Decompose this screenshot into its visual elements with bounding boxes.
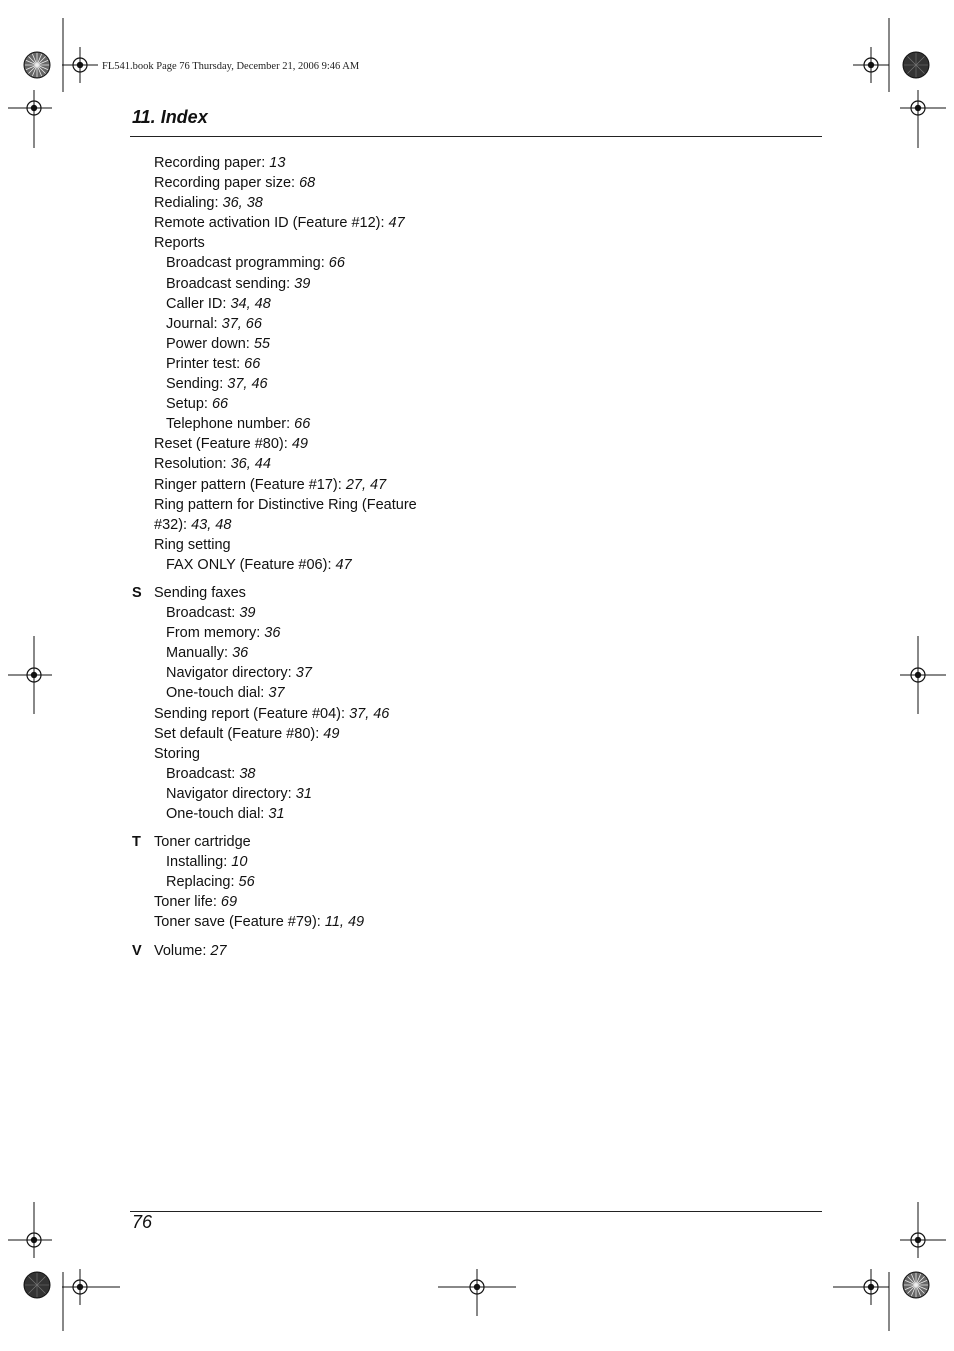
- index-subentry: [166, 374, 452, 394]
- index-subentry: [166, 334, 452, 354]
- index-page-refs: 66: [294, 416, 311, 433]
- index-page-refs: 66: [328, 255, 345, 272]
- index-entry: [154, 475, 452, 495]
- index-letter-group: [132, 941, 452, 961]
- index-term: Replacing:: [166, 874, 239, 891]
- index-list: [132, 153, 452, 969]
- index-page-refs: 43, 48: [191, 516, 232, 533]
- index-term: Sending report (Feature #04):: [154, 705, 350, 722]
- index-entry: [154, 213, 452, 233]
- index-subentry: [166, 603, 452, 623]
- index-letter-heading: S: [132, 584, 142, 601]
- index-term: Caller ID:: [166, 295, 231, 312]
- index-page-refs: 37: [268, 685, 285, 702]
- index-entry: [154, 495, 452, 535]
- index-term: Installing:: [166, 854, 232, 871]
- index-page-refs: 36, 44: [230, 456, 271, 473]
- index-term: Navigator directory:: [166, 665, 296, 682]
- index-entry: [154, 744, 452, 764]
- index-entry: [154, 912, 452, 932]
- index-term: Reports: [154, 235, 205, 252]
- index-entry: [154, 173, 452, 193]
- index-page-refs: 68: [299, 175, 316, 192]
- print-slug: FL541.book Page 76 Thursday, December 21, 2006 9:46 AM: [102, 61, 360, 72]
- index-term: Toner save (Feature #79):: [154, 914, 325, 931]
- index-term: One-touch dial:: [166, 685, 269, 702]
- index-page-refs: 37, 46: [349, 705, 390, 722]
- page-title: 11. Index: [132, 107, 208, 127]
- header-rule: [130, 136, 822, 137]
- index-page-refs: 66: [244, 355, 261, 372]
- index-entry: [154, 832, 452, 852]
- index-subentry: [166, 804, 452, 824]
- index-page-refs: 37, 46: [227, 376, 268, 393]
- index-page-refs: 55: [253, 335, 270, 352]
- index-subentry: [166, 274, 452, 294]
- index-subentry: [166, 683, 452, 703]
- index-term: Redialing:: [154, 195, 223, 212]
- index-term: Ring setting: [154, 536, 231, 553]
- index-entry: [154, 583, 452, 603]
- index-subentry: [166, 314, 452, 334]
- index-term: Sending faxes: [154, 584, 246, 601]
- index-entry: [154, 193, 452, 213]
- index-term: One-touch dial:: [166, 806, 269, 822]
- index-subentry: [166, 294, 452, 314]
- index-page-refs: 56: [238, 874, 255, 891]
- index-subentry: [166, 394, 452, 414]
- index-term: Ringer pattern (Feature #17):: [154, 476, 346, 493]
- index-entry: [154, 153, 452, 173]
- index-term: Printer test:: [166, 355, 245, 372]
- index-letter-group: [132, 153, 452, 575]
- index-term: Power down:: [166, 335, 254, 352]
- index-term: Broadcast:: [166, 765, 240, 782]
- index-subentry: [166, 643, 452, 663]
- index-term: FAX ONLY (Feature #06):: [166, 556, 336, 573]
- index-letter-heading: T: [132, 834, 141, 851]
- index-term: Broadcast:: [166, 605, 240, 622]
- index-entry: [154, 233, 452, 253]
- index-term: Sending:: [166, 376, 228, 393]
- index-term: Toner cartridge: [154, 834, 251, 851]
- index-page-refs: 49: [323, 725, 340, 742]
- index-letter-group: [132, 832, 452, 932]
- index-subentry: [166, 623, 452, 643]
- index-term: Resolution:: [154, 456, 231, 473]
- index-letter-heading: V: [132, 942, 142, 959]
- index-page-refs: 36, 38: [222, 195, 263, 212]
- index-letter-group: [132, 583, 452, 824]
- index-subentry: [166, 253, 452, 273]
- index-term: Ring pattern for Distinctive Ring (Feature #32):: [154, 496, 417, 533]
- index-page-refs: 47: [388, 215, 405, 232]
- index-entry: [154, 892, 452, 912]
- index-page-refs: 38: [239, 765, 256, 782]
- index-term: Storing: [154, 745, 200, 762]
- index-page-refs: 37: [295, 665, 312, 682]
- index-page-refs: 37, 66: [221, 315, 262, 332]
- index-subentry: [166, 354, 452, 374]
- index-term: From memory:: [166, 625, 265, 642]
- index-subentry: [166, 764, 452, 784]
- index-term: Manually:: [166, 645, 233, 662]
- index-subentry: [166, 852, 452, 872]
- index-entry: [154, 724, 452, 744]
- index-term: Reset (Feature #80):: [154, 436, 292, 453]
- index-page-refs: 34, 48: [230, 295, 271, 312]
- index-page-refs: 49: [291, 436, 308, 453]
- footer-rule: [130, 1211, 822, 1212]
- index-term: Set default (Feature #80):: [154, 725, 324, 742]
- index-subentry: [166, 784, 452, 804]
- index-term: Navigator directory:: [166, 785, 296, 802]
- index-entry: [154, 941, 452, 961]
- index-page-refs: 39: [239, 605, 256, 622]
- index-term: Remote activation ID (Feature #12):: [154, 215, 389, 232]
- index-page-refs: 13: [269, 155, 286, 171]
- index-term: Setup:: [166, 396, 212, 413]
- index-page-refs: 39: [294, 275, 311, 292]
- index-term: Broadcast programming:: [166, 255, 329, 272]
- index-page-refs: 31: [295, 785, 312, 802]
- index-entry: [154, 434, 452, 454]
- index-page-refs: 36: [232, 645, 249, 662]
- index-term: Recording paper size:: [154, 175, 300, 192]
- index-page-refs: 27: [210, 942, 227, 959]
- index-term: Toner life:: [154, 894, 221, 911]
- index-page-refs: 27, 47: [345, 476, 387, 493]
- index-page-refs: 11, 49: [324, 914, 365, 931]
- index-term: Volume:: [154, 942, 211, 959]
- index-subentry: [166, 414, 452, 434]
- index-page-refs: 31: [268, 806, 285, 822]
- index-subentry: [166, 555, 452, 575]
- index-page-refs: 66: [211, 396, 229, 413]
- page-number: 76: [132, 1212, 153, 1232]
- index-page-refs: 47: [335, 556, 352, 573]
- index-term: Recording paper:: [154, 155, 270, 171]
- index-entry: [154, 454, 452, 474]
- index-entry: [154, 704, 452, 724]
- index-page-refs: 10: [231, 854, 248, 871]
- index-term: Journal:: [166, 315, 222, 332]
- index-subentry: [166, 872, 452, 892]
- index-page-refs: 36: [264, 625, 281, 642]
- index-term: Telephone number:: [166, 416, 295, 433]
- index-subentry: [166, 663, 452, 683]
- index-page-refs: 69: [220, 894, 238, 911]
- index-entry: [154, 535, 452, 555]
- index-term: Broadcast sending:: [166, 275, 295, 292]
